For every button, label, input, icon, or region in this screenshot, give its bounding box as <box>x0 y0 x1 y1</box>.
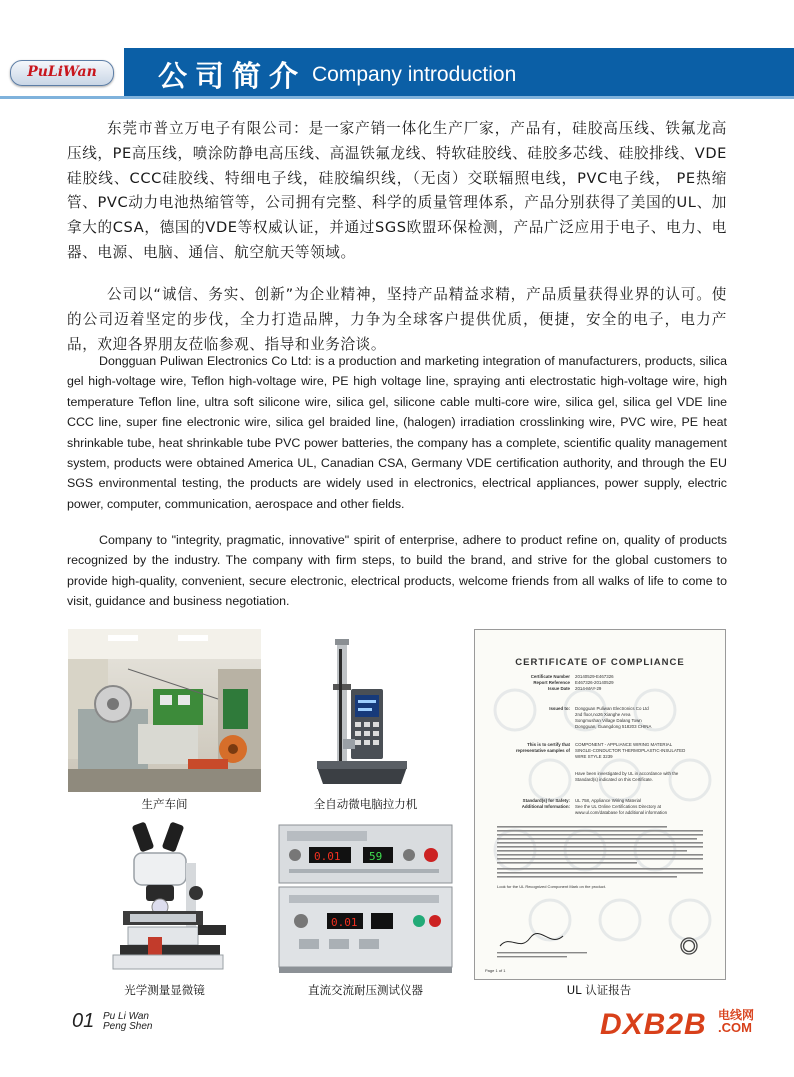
intro-en-paragraph-1: Dongguan Puliwan Electronics Co Ltd: is a production and marketing integration of manufacturers, products, silica gel high-voltage wire, Teflon high-voltage wire, PE high voltage line, spraying anti electrostatic high-voltage wire, high temperature Teflon line, ultra soft silicone wire, silica gel, silicone cable multi-core wire, silica gel, silica gel VDE line CCC line, super fine electronic wire, silica gel braided line, (halogen) irradiation crosslinking wire, PVC wire, PE heat shrinkable tube, heat shrinkable tube PVC power batteries, the company has a complete, scientific quality management system, products were obtained America UL, Canadian CSA, Germany VDE certification authority, and through the EU SGS environmental testing, the products are widely used in electronics, electrical appliances, power supply, electric power, computer, communication, aerospace and other fields. <box>67 354 727 511</box>
svg-text:This is to certify that: This is to certify that <box>527 742 570 747</box>
svg-text:representative samples of: representative samples of <box>515 748 570 753</box>
hipot-tester-photo <box>269 815 462 978</box>
watermark-logo <box>600 1004 790 1044</box>
logo <box>10 60 114 86</box>
watermark-main: DXB2B <box>600 1008 707 1041</box>
svg-text:Issued to:: Issued to: <box>549 706 570 711</box>
title-en: Company introduction <box>312 62 517 86</box>
ul-certificate <box>474 629 726 980</box>
watermark-com: .COM <box>718 1020 752 1035</box>
intro-en-paragraph-2: Company to "integrity, pragmatic, innovative" spirit of enterprise, adhere to product refine on, quality of products recognized by the industry. The company with firm steps, to build the brand, and strive for the global customers to provide high-quality, convenient, secure electronic, electrical products, welcome friends from all walks of life to come to visit, guidance and business negotiation. <box>67 533 727 609</box>
intro-cn-paragraph-1: 东莞市普立万电子有限公司：是一家产销一体化生产厂家，产品有，硅胶高压线、铁氟龙高压线，PE高压线，喷涂防静电高压线、高温铁氟龙线、特软硅胶线、硅胶多芯线、硅胶排线、VDE硅胶线、CCC硅胶线、特细电子线，硅胶编织线，（无卤）交联辐照电线，PVC电子线， PE热缩管、PVC动力电池热缩管等，公司拥有完整、科学的质量管理体系，产品分别获得了美国的UL、加拿大的CSA，德国的VDE等权威认证，并通过SGS欧盟环保检测，产品广泛应用于电子、电力、电器、电源、电脑、通信、航空航天等领域。 <box>67 120 727 261</box>
svg-text:Songmushan Village Dalang Town: Songmushan Village Dalang Town <box>575 718 642 723</box>
logo-box <box>0 48 128 96</box>
svg-text:Dongguan, Guangdong 518203 CHI: Dongguan, Guangdong 518203 CHINA <box>575 724 652 729</box>
page-number: 01 <box>72 1010 95 1032</box>
caption-workshop: 生产车间 <box>141 797 188 811</box>
caption-tensile: 全自动微电脑拉力机 <box>313 797 418 811</box>
tensile-tester-photo <box>269 629 462 792</box>
title-cn: 公司简介 <box>158 59 307 93</box>
svg-text:Report Reference: Report Reference <box>533 680 570 685</box>
svg-text:See the UL Online Certificatio: See the UL Online Certifications Directory at <box>575 804 661 809</box>
svg-text:COMPONENT - APPLIANCE WIRING M: COMPONENT - APPLIANCE WIRING MATERIAL <box>575 742 673 747</box>
caption-microscope: 光学测量显微镜 <box>124 983 205 997</box>
svg-text:UL 758, Appliance Wiring Mater: UL 758, Appliance Wiring Material <box>575 798 641 803</box>
svg-text:2014-MAY-29: 2014-MAY-29 <box>575 686 602 691</box>
svg-text:20140529-E467326: 20140529-E467326 <box>575 674 614 679</box>
svg-text:WIRE STYLE 3239: WIRE STYLE 3239 <box>575 754 613 759</box>
hipot-display-bottom: 0.01 <box>331 916 358 929</box>
svg-text:Standard(s) for Safety:: Standard(s) for Safety: <box>522 798 570 803</box>
hipot-display-top-right: 59 <box>369 850 383 863</box>
caption-ul-report: UL 认证报告 <box>566 983 632 997</box>
svg-text:Additional Information:: Additional Information: <box>521 804 570 809</box>
hipot-display-top-left: 0.01 <box>314 850 341 863</box>
svg-text:Page 1 of 1: Page 1 of 1 <box>485 968 506 973</box>
svg-text:Have been investigated by UL i: Have been investigated by UL in accordance with the <box>575 771 679 776</box>
svg-text:Issue Date: Issue Date <box>548 686 570 691</box>
page-title <box>158 54 516 94</box>
caption-hipot: 直流交流耐压测试仪器 <box>308 983 423 997</box>
svg-text:SINGLE-CONDUCTOR THERMOPLASTIC: SINGLE-CONDUCTOR THERMOPLASTIC-INSULATED <box>575 748 686 753</box>
svg-text:Standard(s) indicated on this: Standard(s) indicated on this Certificate. <box>575 777 654 782</box>
publication-name-line-2: Peng Shen <box>103 1021 153 1032</box>
svg-text:2nd floor,no26 Xianghe Area: 2nd floor,no26 Xianghe Area <box>575 712 631 717</box>
workshop-photo <box>68 629 261 792</box>
certificate-title: CERTIFICATE OF COMPLIANCE <box>515 657 685 668</box>
publication-name <box>103 1012 153 1032</box>
svg-text:Dongguan Puliwan Electronics C: Dongguan Puliwan Electronics Co Ltd <box>575 706 649 711</box>
svg-text:Certificate Number: Certificate Number <box>530 674 570 679</box>
microscope-photo <box>68 815 261 978</box>
logo-text: PuLiWan <box>27 64 97 80</box>
intro-cn-paragraph-2: 公司以“诚信、务实、创新”为企业精神，坚持产品精益求精，产品质量获得业界的认可。使的公司迈着坚定的步伐，全力打造品牌，力争为全球客户提供优质，便捷，安全的电子，电力产品，欢迎各界朋友莅临参观、指导和业务洽谈。 <box>67 286 727 353</box>
publication-name-line-1: Pu Li Wan <box>103 1011 149 1022</box>
svg-text:www.ul.com/database for additi: www.ul.com/database for additional information <box>575 810 668 815</box>
svg-text:E467326-20140529: E467326-20140529 <box>575 680 614 685</box>
watermark-cn: 电线网 <box>718 1008 755 1022</box>
svg-text:Look for the UL Recognized Com: Look for the UL Recognized Component Mark on the product. <box>497 884 607 889</box>
